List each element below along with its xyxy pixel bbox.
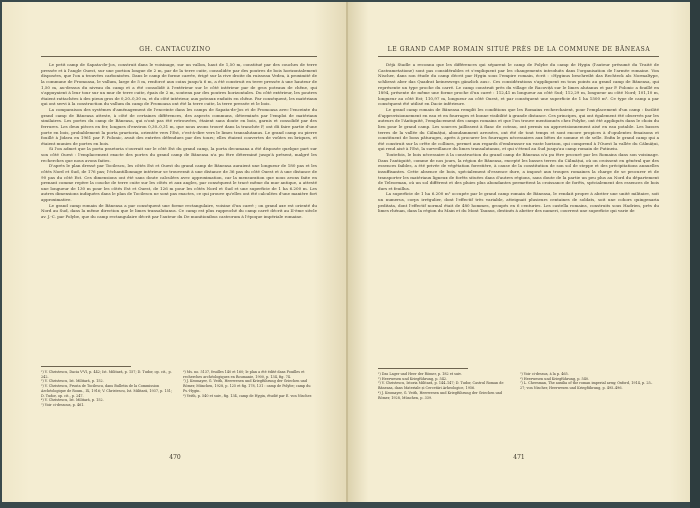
footnote: ³) V. Christescu, Frusta de Tocilescu, dans Bulletin de la Commission Archéologique de Roum., IX, 1916; V. Christescu, Ist. Militară, 1937, p. 151; D. Tudor, op. cit., p. 247. bbox=[41, 384, 173, 398]
footnote: ³) V. Christescu, Istoria Militară, p. 144–147; D. Tudor, Castrul Roman de Băneasa, dans Materiale și Cercetări Arheologice, 1956. bbox=[378, 381, 504, 391]
paragraph: La comparaison des systèmes d'aménagement de l'enceinte dans les camps de Sapata-de-Jos et de Fromoasa avec l'enceinte du grand camp de Băneasa atteste, à côté de certaines différences, des aspects communs, déterminés par l'emploi de matériaux similaires. Les portes du camp de Băneasa, qui n'ont pas été retrouvées, étaient sans doute en bois, garnis et consolidé par des ferrures. Les deux pièces en fer, longues d'environ 0,30–0,31 m, que nous avons trouvé dans la tranchée F, ont dû faire partie d'une porte en bois, probablement la porta praetoria, orientée vers l'Est, c'est-à-dire vers le limes transalutanus. Le grand camp ou pierre fouillé à Jidava en 1961 par P. Polonic, avait des entrées défendues par des tours; elles étaient couvertes de voûtes en briques, et étaient munies de portes en bois. bbox=[41, 107, 317, 146]
running-header: GH. CANTACUZINO bbox=[139, 46, 211, 53]
paragraph: Toutefois, le bois nécessaire à la construction du grand camp de Băneasa n'a pu être procuré par les Romains dans son voisinage. Dans l'antiquité, comme de nos jours, la région de Băneasa, excepté les basses terres du Călmățui, où on croissent en général que des essences faibles, a été privée de végétation forestière, à cause de la constitution de son sol de steppe et des précipitations annuelles insuffisantes. Cette absence de bois, spécialement d'essence dure, a imposé aux troupes romaines la charge de se procurer et de transporter les matériaux ligneux de forêts situées dans d'autres régions, sans doute de la partie un peu plus au Nord du département de Teleorman, où un sol différent et des pluies plus abondantes permettent la croissance de forêts, spécialement des essences de bois durs et feuillus. bbox=[378, 152, 659, 191]
footnote: ⁵) Voir ci-dessus, à la p. 465. bbox=[520, 372, 569, 376]
footnote: ⁷) L. Cheesman, The auxilia of the roman imperial army, Oxford, 1914, p. 25–27; von Nischer, Heerwesen und Kriegführung, p. 495–496. bbox=[520, 381, 653, 391]
header-rule bbox=[378, 56, 659, 57]
paragraph: Déjà Stadle a reconnu que les différences qui séparent le camp de Polybe du camp de Hygin (l'auteur présumé du Traité de Castrametatione) sont pas considérables et s'expliquent par les changements introduits dans l'organisation de l'armée romaine. Von Nischer, dans son étude du camp décrit par Hygin sous l'empire romain, écrit : «Hyginus beschreibt das Rechteck als Normaltype, schliesst aber das Quadrat keineswegs gänzlich aus». Ces considérations s'appliquent en tous points au grand camp de Băneasa, qui représente un type proche du carré. Le camp construit près du village de Racoviță sur le limes alutanus et par P. Polonic a fouillé en 1894, présente de même une forme proche d'un carré : 112,41 m longueur au côté Sud; 112,29 m, longueur au côté Nord; 101,10 m, longueur au côté Est; 110,97 m, longueur au côté Ouest, et par conséquent une superficie de 1 ha 1500 m². Ce type de camp a par conséquent été utilisé en Dacie inférieure. bbox=[378, 62, 659, 107]
footnote-rule bbox=[378, 368, 468, 369]
running-header: LE GRAND CAMP ROMAIN SITUÉ PRÈS DE LA COMMUNE DE BĂNEASA bbox=[387, 46, 651, 53]
footnote-column bbox=[378, 372, 512, 400]
header-rule bbox=[41, 56, 317, 57]
footnote-column bbox=[520, 372, 654, 391]
footnote: ⁵) Voir ci-dessous, p. 461. bbox=[41, 402, 85, 407]
body-text bbox=[41, 62, 317, 220]
paragraph: Le grand camp romain de Băneasa a par conséquent une forme rectangulaire, voisine d'un carré ; on grand axe est orienté du Nord au Sud, dans la même direction que le limes transalutanus. Ce camp est plus rapproché du camp carré décrit au II-ème siècle av. J.-C. par Polybe, que du camp rectangulaire décrit par l'auteur du De munitionibus castrorum à l'époque impériale romaine. bbox=[41, 202, 317, 219]
paragraph: Le petit camp de Sapata-de-Jos, construit dans le voisinage, sur un vallon, haut de 1,50 m, constitué par des couches de terre pressée et à l'angle Ouest, sur une portion longue de 2 m, par de la terre cuite, consolidée par des poutres de bois horizontalement disposées, que l'on a trouvées carbonisées. Dans le camp de forme carrée, érigé sur la rive droite du ruisseau Vedea, à proximité de la commune de Fromoasa, le vallum, large de 5 m, renforcé aux coins jusqu'à 6 m, a été construit en terre pressée à une hauteur de 1,50 m, au-dessus du niveau du camp et a été consolidé à l'extérieur sur le côté intérieur par de gros poteaux de chêne, qui s'appuyaient à leur tour sur un mur de terre cuite, épais de 2 m, soutenu par des poutres horizontales. Du côté extérieur, les poutres étaient rattachées à des pieux gros de 0,20–0,30 m, et du côté intérieur, aux poteaux enduits en chêne. Par conséquent, les matériaux qui ont servi à la construction du vallum du camp de Fromoasa ont été la terre cuite, la terre pressée et le bois. bbox=[41, 62, 317, 107]
right-page bbox=[348, 2, 690, 502]
paragraph: Le grand camp romain de Băneasa remplit les conditions que les Romains recherchaient, pour l'emplacement d'un camp : facilité d'approvisionnement en eau et en fourrages et bonne visibilité à grande distance. Ces principes, qui ont également été observés par les auteurs de l'Antiquité, l'emplacement des camps romains et que l'on trouve mentionnés chez Polybe, ont été appliqués dans le choix du lieu pour le grand camp. Les sources jaillissent à flanc de coteau, ont permis un approvisionnement aisé en eau potable. Les basses terres de la vallée du Călmățui, abondamment arrosées, ont été de tout temps et sont encore propices à d'opulentes fenaisons et constituent de bons pâturages, après à procurer les fourrages nécessaires aux bêtes de somme et de selle. Enfin le grand camp qui a été construit sur la crête de collines, permet aux regards d'embrasser un vaste horizon, qui comprend à l'Ouest la vallée du Călmățui, qui rend aisé à l'Est, la surveillance du limes transalutanus, et qui s'étend au Sud jusqu'au camp romain de Putineiu. bbox=[378, 107, 659, 152]
footnote: ⁴) V. Christescu, Ist. Militară, p. 152. bbox=[41, 398, 104, 403]
footnote: ⁷) J. Kromayer, G. Veith, Heerwesen und Kriegführung der Griechen und Römer, München, 1928, p. 125 et fig. 178, 131 : camp de Polybe; camp du Ps.-Hygin. bbox=[183, 379, 311, 393]
footnote-column bbox=[183, 370, 317, 398]
footnote-rule bbox=[41, 366, 131, 367]
footnote: ²) Heerwesen und Kriegführung, p. 542. bbox=[378, 376, 448, 381]
book-cover-edge bbox=[690, 0, 700, 508]
paragraph: Si l'on admet que la porta praetoria s'ouvrait sur le côté Est du grand camp, la porta decumana a été disposée quelque part sur son côté Ouest : l'emplacement exacte des portes du grand camp de Băneasa n'a pu être déterminé jusqu'à présent, malgré les recherches que nous avons faites. bbox=[41, 146, 317, 163]
footnote: ⁸) Veith, p. 540 et suiv., fig. 134, camp de Hygin, étudié par E. von Nischer. bbox=[183, 393, 312, 398]
footnote: ¹) Das Lager und Heer der Römer, p. 182 et suiv. bbox=[378, 372, 462, 376]
paragraph: D'après le plan dressé par Tocilescu, les côtés Est et Ouest du grand camp de Băneasa auraient une longueur de 180 pas et les côtés Nord et Sud, de 176 pas; l'échantillonnage intérieur se trouverait à une distance de 36 pas du côté Ouest et à une distance de 90 pas du côté Est. Ces dimensions ont été sans doute calculées avec approximation, car la mensuration que nous avons faite en prenant comme repère la couche de terre cuite sur les côtés et aux angles, par conséquent le tracé même du mur antique, a attesté une longueur de 130 m pour les côtés Est et Ouest, de 126 m pour les côtés Nord et Sud et une superficie de 1 ha 6.200 m. Les autres dimensions indiquées dans le plan de Tocilescu ne sont pas exactes, ce qui prouve qu'elles ont été calculées d'une manière fort approximative. bbox=[41, 163, 317, 202]
left-page bbox=[2, 2, 348, 502]
footnote: ¹) V. Christescu, Dacia V-VI, p. 442; Ist. Militară, p. 157; D. Tudor, op. cit., p. 242. bbox=[41, 370, 172, 379]
body-text bbox=[378, 62, 659, 214]
footnote: ⁴) J. Kromayer, G. Veith, Heerwesen und Kriegführung der Griechen und Römer, 1928, München, p. 339. bbox=[378, 390, 503, 400]
page-number: 471 bbox=[513, 454, 525, 461]
footnote: ⁶) Heerwesen und Kriegführung, p. 540. bbox=[520, 376, 590, 381]
footnote: ⁶) Ms. no. 5137, feuilles 140 et 160; le plan a été édité dans Fouilles et recherches archéologiques en Roumanie, 1900, p. 134, fig. 74. bbox=[183, 370, 305, 379]
paragraph: La superficie de 1 ha 6.200 m² occupée par le grand camp romain de Băneasa, le rendait propre à abriter une unité militaire, soit un numerus, corps irrégulier, dont l'effectif très variable, atteignait plusieurs centaines de soldats, soit une cohors quingenaria peditata, dont l'effectif normal était de 480 hommes, groupés en 6 centuries. Les castella romains, construits sous Hadrien, près du limes rhénan, dans la région du Main et du Mont Taunus, destinés à abriter des numeri, couvrent une superficie qui varie de bbox=[378, 191, 659, 214]
footnote-column bbox=[41, 370, 175, 408]
footnote: ²) V. Christescu, Ist. Militară, p. 152. bbox=[41, 379, 104, 384]
page-number: 470 bbox=[169, 454, 181, 461]
